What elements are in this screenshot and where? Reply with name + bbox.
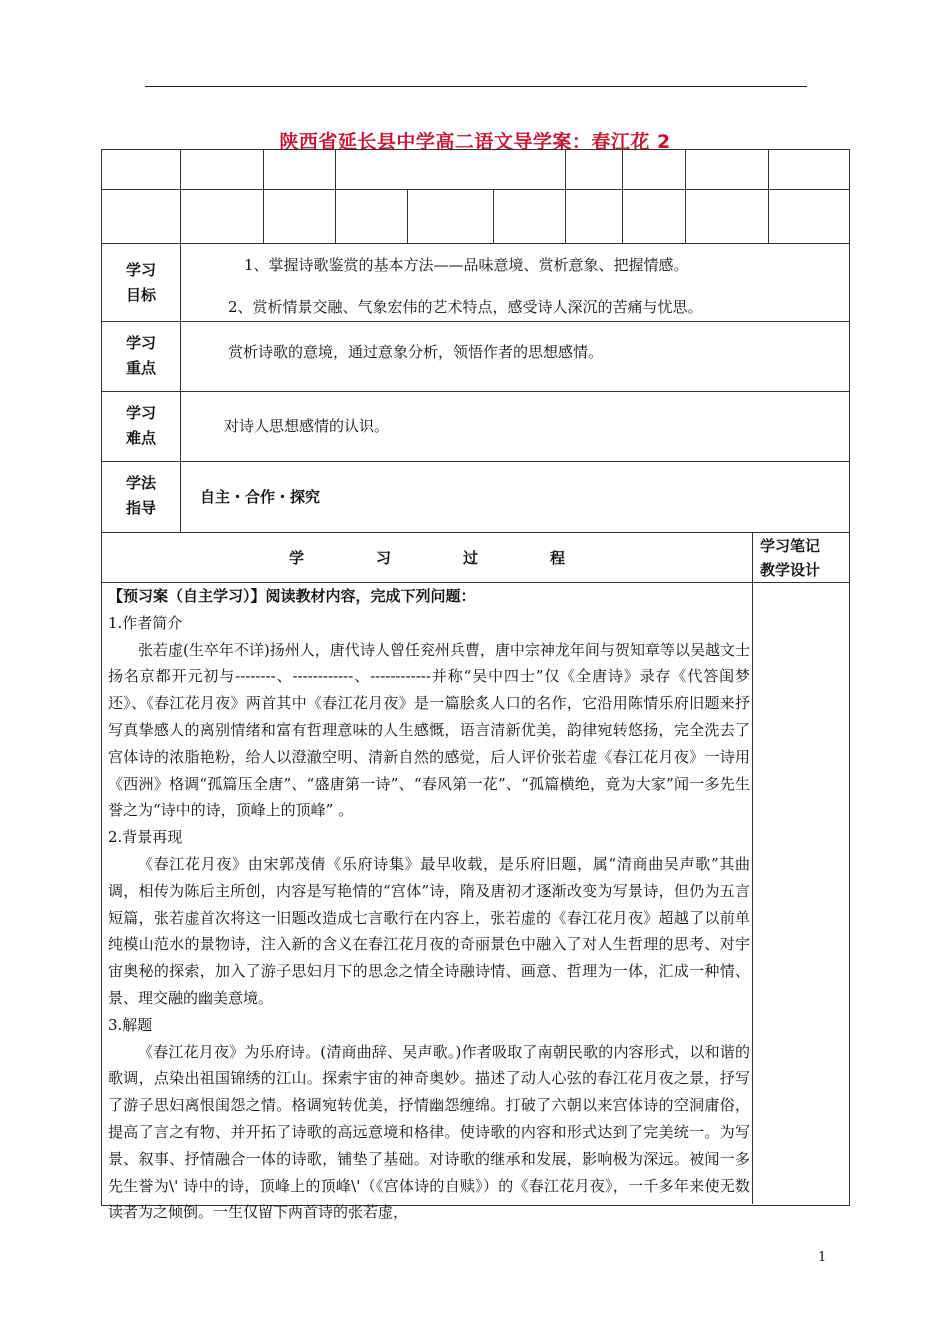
header-rule: [145, 86, 807, 87]
focus-text: 赏析诗歌的意境，通过意象分析，领悟作者的思想感情。: [228, 343, 604, 361]
method-label: 学法 指导: [125, 474, 156, 517]
section-text-background: 《春江花月夜》由宋郭茂倩《乐府诗集》最早收载，是乐府旧题，属“清商曲吴声歌”其曲调，相传为陈后主所创，内容是写艳情的“宫体”诗，隋及唐初才逐渐改变为写景诗，但仍为五言短篇，张若虚首次将这一旧题改造成七言歌行在内容上，张若虚的《春江花月夜》超越了以前单纯模山范水的景物诗，注入新的含义在春江花月夜的奇丽景色中融入了对人生哲理的思考、对宇宙奥秘的探索，加入了游子思妇月下的思念之情全诗融诗情、画意、哲理为一体，汇成一种情、景、理交融的幽美意境。: [108, 854, 750, 1007]
method-text: 自主・合作・探究: [200, 488, 321, 506]
section-text-author: 张若虚(生卒年不详)扬州人，唐代诗人曾任兖州兵曹，唐中宗神龙年间与贺知章等以吴越文士扬名京都开元初与--------、------------、------------并称“吴中四士”仅《全唐诗》录存《代答闺梦还》、《春江花月夜》两首其中《春江花月夜》是一篇脍炙人口的名作，它沿用陈情乐府旧题来抒写真挚感人的离别情绪和富有哲理意味的人生感慨，语言清新优美，韵律宛转悠扬，完全洗去了宫体诗的浓脂艳粉，给人以澄澈空明、清新自然的感觉，后人评价张若虚《春江花月夜》一诗用《西洲》格调“孤篇压全唐”、“盛唐第一诗”、“春风第一花”、“孤篇横绝，竟为大家”闻一多先生誉之为“诗中的诗，顶峰上的顶峰” 。: [108, 640, 750, 820]
difficulty-text: 对诗人思想感情的认识。: [224, 417, 390, 435]
label-column-line: [180, 243, 181, 532]
row-line: [101, 461, 849, 462]
grid-line: [263, 149, 264, 243]
grid-line: [622, 149, 623, 243]
grid-line: [407, 189, 408, 243]
notes-header: 学习笔记 教学设计: [760, 537, 821, 579]
grid-line: [180, 149, 181, 243]
notes-column-line: [752, 532, 753, 1204]
page-title: 陕西省延长县中学高二语文导学案：春江花 2: [279, 131, 671, 153]
goal-label: 学习 目标: [125, 261, 156, 304]
grid-line: [493, 189, 494, 243]
grid-line: [768, 149, 769, 243]
preview-content: [108, 583, 750, 1226]
process-header: 学 习 过 程: [288, 548, 566, 567]
grid-line: [335, 149, 336, 243]
difficulty-label: 学习 难点: [125, 404, 156, 447]
grid-line: [685, 149, 686, 243]
focus-label: 学习 重点: [125, 334, 156, 377]
preview-heading: 【预习案（自主学习）】阅读教材内容，完成下列问题：: [108, 587, 476, 605]
section-title-background: 2.背景再现: [108, 828, 183, 847]
section-title-author: 1.作者简介: [108, 613, 183, 632]
row-line: [101, 391, 849, 392]
page-number: 1: [818, 1250, 827, 1265]
grid-line: [565, 149, 566, 243]
grid-line: [101, 243, 849, 244]
section-title-explain: 3.解题: [108, 1015, 153, 1034]
section-text-explain: 《春江花月夜》为乐府诗。(清商曲辞、吴声歌。)作者吸取了南朝民歌的内容形式，以和谐的歌调，点染出祖国锦绣的江山。探索宇宙的神奇奥妙。描述了动人心弦的春江花月夜之景，抒写了游子思妇离恨闺怨之情。格调宛转优美，抒情幽怨缠绵。打破了六朝以来宫体诗的空洞庸俗，提高了言之有物、并开拓了诗歌的高远意境和格律。使诗歌的内容和形式达到了完美统一。为写景、叙事、抒情融合一体的诗歌，铺垫了基础。对诗歌的继承和发展，影响极为深远。被闻一多先生誉为\' 诗中的诗，顶峰上的顶峰\'（《宫体诗的自赎》）的《春江花月夜》，一千多年来使无数读者为之倾倒。一生仅留下两首诗的张若虚，: [108, 1042, 750, 1222]
row-line: [101, 321, 849, 322]
goal-line-2: 2、赏析情景交融、气象宏伟的艺术特点，感受诗人深沉的苦痛与忧思。: [228, 298, 703, 316]
goal-line-1: 1、掌握诗歌鉴赏的基本方法——品味意境、赏析意象、把握情感。: [244, 256, 689, 274]
grid-line: [101, 189, 849, 190]
